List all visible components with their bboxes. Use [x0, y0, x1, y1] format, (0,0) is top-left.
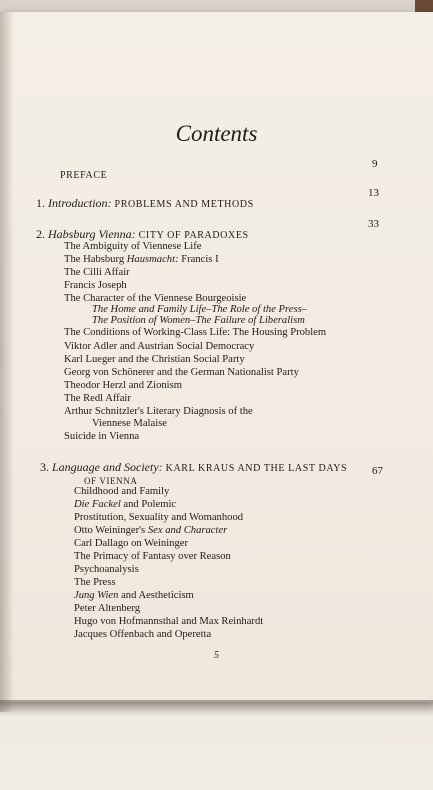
chapter-3-number: 3.: [40, 460, 49, 474]
chapter-3-subtitle: KARL KRAUS AND THE LAST DAYS: [165, 463, 348, 474]
ch2-item-part: Hausmacht:: [126, 254, 179, 265]
ch3-item: Prostitution, Sexuality and Womanhood: [74, 512, 244, 523]
ch2-item: Viktor Adler and Austrian Social Democracy: [64, 341, 255, 352]
ch3-item-part: and Polemic: [123, 499, 177, 510]
ch3-item: The Press: [74, 577, 116, 588]
chapter-1-title: Introduction:: [48, 196, 112, 210]
ch3-item: Hugo von Hofmannsthal and Max Reinhardt: [74, 616, 264, 627]
ch3-item-part: Die Fackel: [74, 499, 121, 510]
chapter-3-entry: [40, 461, 347, 475]
spine-shadow: [0, 12, 14, 712]
ch3-item: Childhood and Family: [74, 486, 170, 497]
ch2-item: The Conditions of Working-Class Life: The Housing Problem: [64, 327, 327, 338]
ch2-item: Suicide in Vienna: [64, 431, 140, 442]
ch2-item: The Redl Affair: [64, 393, 131, 404]
chapter-1-entry: [36, 197, 254, 211]
chapter-1-page: 13: [368, 187, 379, 199]
chapter-3-title: Language and Society:: [52, 460, 163, 474]
ch3-item: Psychoanalysis: [74, 564, 139, 575]
ch2-item: The Ambiguity of Viennese Life: [64, 241, 202, 252]
ch3-item-part: and Aestheticism: [121, 590, 194, 601]
chapter-1-subtitle: PROBLEMS AND METHODS: [114, 199, 254, 210]
ch3-item-part: Otto Weininger's: [74, 525, 146, 536]
contents-heading: Contents: [175, 121, 258, 146]
ch3-item-part: Jung Wien: [74, 590, 119, 601]
ch2-item: Francis Joseph: [64, 280, 127, 291]
chapter-3-page: 67: [372, 465, 383, 477]
chapter-2-title: Habsburg Vienna:: [48, 227, 136, 241]
page-folio: 5: [214, 650, 219, 661]
ch3-item: [74, 590, 194, 602]
chapter-2-page: 33: [368, 218, 379, 230]
ch3-item: [74, 499, 176, 511]
ch2-item: Georg von Schönerer and the German Nationalist Party: [64, 367, 299, 378]
ch2-item-part: The Habsburg: [64, 254, 125, 265]
ch2-item: [64, 254, 219, 266]
chapter-2-subtitle: CITY OF PARADOXES: [138, 230, 249, 241]
ch2-item: Theodor Herzl and Zionism: [64, 380, 182, 391]
ch2-item: Karl Lueger and the Christian Social Party: [64, 354, 245, 365]
ch3-item: Carl Dallago on Weininger: [74, 538, 188, 549]
ch3-item: Peter Altenberg: [74, 603, 140, 614]
chapter-2-number: 2.: [36, 227, 45, 241]
ch2-item: The Cilli Affair: [64, 267, 130, 278]
chapter-2-entry: [36, 228, 249, 242]
ch2-subitem: The Home and Family Life–The Role of the Press–: [92, 304, 307, 315]
ch2-item: Arthur Schnitzler's Literary Diagnosis of the: [64, 406, 253, 417]
chapter-1-number: 1.: [36, 196, 45, 210]
ch2-item-continued: Viennese Malaise: [92, 418, 167, 429]
ch3-item: The Primacy of Fantasy over Reason: [74, 551, 231, 562]
ch3-item: [74, 525, 227, 537]
chapter-3-subtitle-continued: OF VIENNA: [84, 476, 138, 486]
book-cover-corner: [415, 0, 433, 12]
page-bottom-shadow: [0, 700, 433, 716]
ch3-item: Jacques Offenbach and Operetta: [74, 629, 212, 640]
ch2-item-part: Francis I: [181, 254, 219, 265]
ch2-subitem: The Position of Women–The Failure of Liberalism: [92, 315, 305, 326]
ch2-item: The Character of the Viennese Bourgeoisie: [64, 293, 247, 304]
preface-label: PREFACE: [60, 170, 108, 181]
preface-page: 9: [372, 158, 378, 170]
ch3-item-part: Sex and Character: [147, 525, 228, 536]
